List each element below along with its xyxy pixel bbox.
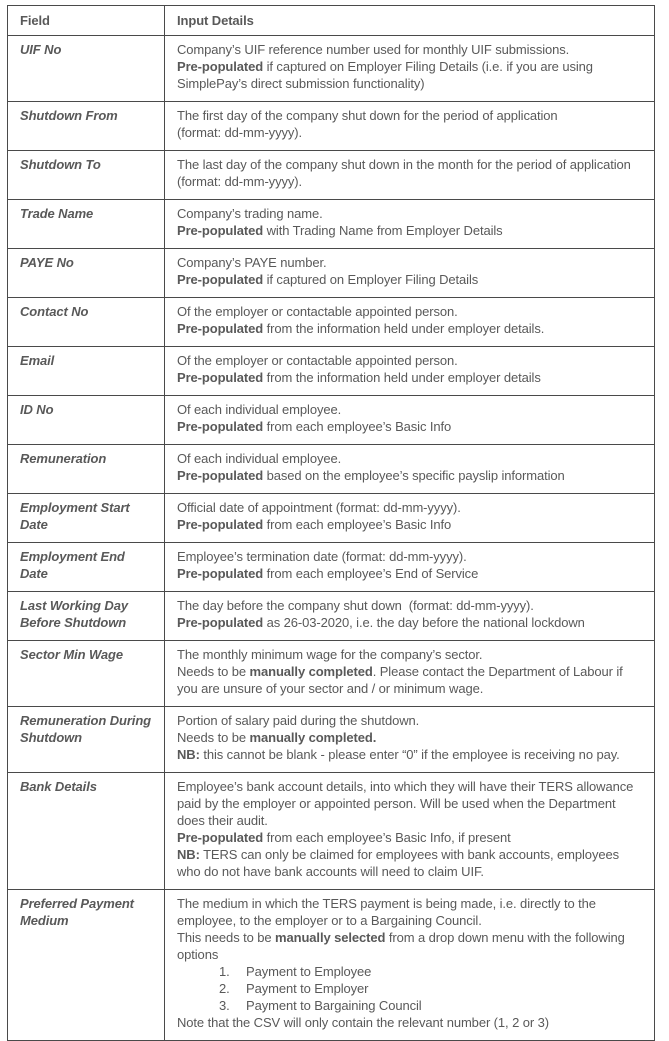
details-cell bbox=[165, 298, 655, 347]
details-cell bbox=[165, 36, 655, 102]
text-segment: The last day of the company shut down in the month for the period of application bbox=[177, 157, 631, 172]
list-number: 2. bbox=[219, 981, 230, 996]
bold-text: NB: bbox=[177, 847, 200, 862]
field-name: Shutdown From bbox=[8, 102, 165, 151]
text-segment: from each employee’s Basic Info bbox=[263, 517, 452, 532]
text-segment: if captured on Employer Filing Details bbox=[263, 272, 479, 287]
table-row bbox=[8, 396, 655, 445]
details-cell bbox=[165, 543, 655, 592]
detail-line bbox=[177, 646, 644, 663]
text-segment: from a drop down menu with the following options bbox=[177, 930, 629, 962]
text-segment: . Please contact the Department of Labour if you are unsure of your sector and / or minimum wage. bbox=[177, 664, 627, 696]
bold-text: Pre-populated bbox=[177, 517, 264, 532]
text-segment: The day before the company shut down (format: dd-mm-yyyy). bbox=[177, 598, 534, 613]
text-segment: Needs to be bbox=[177, 730, 250, 745]
detail-line bbox=[177, 663, 644, 697]
field-input-table bbox=[7, 5, 655, 1041]
details-cell bbox=[165, 592, 655, 641]
text-segment: Of the employer or contactable appointed person. bbox=[177, 353, 458, 368]
text-segment: Needs to be bbox=[177, 664, 250, 679]
list-number: 3. bbox=[219, 998, 230, 1013]
text-segment: TERS can only be claimed for employees with bank accounts, employees who do not have bank accounts will need to claim UIF. bbox=[177, 847, 623, 879]
text-segment: Of the employer or contactable appointed person. bbox=[177, 304, 458, 319]
text-segment: (format: dd-mm-yyyy). bbox=[177, 174, 303, 189]
text-segment: from the information held under employer details. bbox=[263, 321, 545, 336]
text-segment: Company’s trading name. bbox=[177, 206, 323, 221]
detail-line bbox=[177, 467, 644, 484]
detail-line bbox=[177, 929, 644, 963]
field-name: Email bbox=[8, 347, 165, 396]
table-row bbox=[8, 641, 655, 707]
table-row bbox=[8, 36, 655, 102]
text-segment: as 26-03-2020, i.e. the day before the national lockdown bbox=[263, 615, 585, 630]
text-segment: (format: dd-mm-yyyy). bbox=[177, 125, 303, 140]
bold-text: Pre-populated bbox=[177, 468, 264, 483]
table-row bbox=[8, 347, 655, 396]
detail-line bbox=[177, 778, 644, 829]
text-segment: from each employee’s Basic Info, if present bbox=[263, 830, 511, 845]
table-row bbox=[8, 592, 655, 641]
table-row bbox=[8, 543, 655, 592]
detail-line bbox=[177, 499, 644, 516]
bold-text: Pre-populated bbox=[177, 59, 264, 74]
field-name: Contact No bbox=[8, 298, 165, 347]
detail-line bbox=[177, 369, 644, 386]
detail-line bbox=[177, 597, 644, 614]
table-row bbox=[8, 890, 655, 1041]
text-segment: Company’s UIF reference number used for monthly UIF submissions. bbox=[177, 42, 570, 57]
text-segment: The first day of the company shut down for the period of application bbox=[177, 108, 558, 123]
table-row bbox=[8, 494, 655, 543]
text-segment: Note that the CSV will only contain the relevant number (1, 2 or 3) bbox=[177, 1015, 549, 1030]
list-item bbox=[177, 963, 644, 980]
detail-line bbox=[177, 205, 644, 222]
text-segment: from the information held under employer details bbox=[263, 370, 541, 385]
detail-line bbox=[177, 320, 644, 337]
field-name: Remuneration During Shutdown bbox=[8, 707, 165, 773]
detail-line bbox=[177, 124, 644, 141]
detail-line bbox=[177, 418, 644, 435]
field-name: Sector Min Wage bbox=[8, 641, 165, 707]
field-name: Trade Name bbox=[8, 200, 165, 249]
text-segment: This needs to be bbox=[177, 930, 276, 945]
detail-line bbox=[177, 614, 644, 631]
text-segment: The medium in which the TERS payment is being made, i.e. directly to the employee, to the employer or to a Bargaining Council. bbox=[177, 896, 600, 928]
table-row bbox=[8, 707, 655, 773]
text-segment: from each employee’s End of Service bbox=[263, 566, 479, 581]
detail-line bbox=[177, 548, 644, 565]
table-row bbox=[8, 773, 655, 890]
field-name: PAYE No bbox=[8, 249, 165, 298]
header-cell-field: Field bbox=[8, 6, 165, 36]
field-name: Preferred Payment Medium bbox=[8, 890, 165, 1041]
bold-text: Pre-populated bbox=[177, 419, 264, 434]
details-cell bbox=[165, 773, 655, 890]
detail-line bbox=[177, 450, 644, 467]
table-row bbox=[8, 151, 655, 200]
bold-text: Pre-populated bbox=[177, 321, 264, 336]
details-cell bbox=[165, 641, 655, 707]
text-segment: Payment to Bargaining Council bbox=[246, 998, 422, 1013]
table-row bbox=[8, 298, 655, 347]
bold-text: Pre-populated bbox=[177, 566, 264, 581]
bold-text: manually completed bbox=[249, 664, 373, 679]
header-row bbox=[8, 6, 655, 36]
detail-line bbox=[177, 746, 644, 763]
bold-text: manually selected bbox=[275, 930, 386, 945]
details-cell bbox=[165, 445, 655, 494]
text-segment: from each employee’s Basic Info bbox=[263, 419, 452, 434]
header-cell-details: Input Details bbox=[165, 6, 655, 36]
field-name: Last Working Day Before Shutdown bbox=[8, 592, 165, 641]
text-segment: The monthly minimum wage for the company’s sector. bbox=[177, 647, 483, 662]
details-cell bbox=[165, 347, 655, 396]
table-row bbox=[8, 200, 655, 249]
list-item bbox=[177, 997, 644, 1014]
text-segment: this cannot be blank - please enter “0” if the employee is receiving no pay. bbox=[199, 747, 620, 762]
text-segment: Company’s PAYE number. bbox=[177, 255, 327, 270]
bold-text: NB: bbox=[177, 747, 200, 762]
detail-line bbox=[177, 58, 644, 92]
detail-line bbox=[177, 271, 644, 288]
detail-line bbox=[177, 352, 644, 369]
text-segment: Portion of salary paid during the shutdown. bbox=[177, 713, 420, 728]
text-segment: Employee’s bank account details, into which they will have their TERS allowance paid by the employer or appointed person. Will be used when the Department does their audit. bbox=[177, 779, 637, 828]
detail-line bbox=[177, 895, 644, 929]
text-segment: Payment to Employer bbox=[246, 981, 369, 996]
field-name: Remuneration bbox=[8, 445, 165, 494]
detail-line bbox=[177, 516, 644, 533]
text-segment: Of each individual employee. bbox=[177, 402, 342, 417]
detail-line bbox=[177, 829, 644, 846]
text-segment: with Trading Name from Employer Details bbox=[263, 223, 503, 238]
field-name: Employment Start Date bbox=[8, 494, 165, 543]
bold-text: Pre-populated bbox=[177, 370, 264, 385]
details-cell bbox=[165, 151, 655, 200]
list-number: 1. bbox=[219, 964, 230, 979]
text-segment: Of each individual employee. bbox=[177, 451, 342, 466]
text-segment: Employee’s termination date (format: dd-mm-yyyy). bbox=[177, 549, 467, 564]
detail-line bbox=[177, 565, 644, 582]
detail-line bbox=[177, 107, 644, 124]
detail-line bbox=[177, 173, 644, 190]
text-segment: Official date of appointment (format: dd-mm-yyyy). bbox=[177, 500, 461, 515]
text-segment: based on the employee’s specific payslip information bbox=[263, 468, 565, 483]
field-name: ID No bbox=[8, 396, 165, 445]
bold-text: Pre-populated bbox=[177, 615, 264, 630]
bold-text: manually completed. bbox=[249, 730, 377, 745]
details-cell bbox=[165, 200, 655, 249]
details-cell bbox=[165, 707, 655, 773]
text-segment: Payment to Employee bbox=[246, 964, 372, 979]
detail-line bbox=[177, 41, 644, 58]
detail-line bbox=[177, 712, 644, 729]
bold-text: Pre-populated bbox=[177, 223, 264, 238]
details-cell bbox=[165, 102, 655, 151]
field-name: Employment End Date bbox=[8, 543, 165, 592]
field-name: Shutdown To bbox=[8, 151, 165, 200]
detail-line bbox=[177, 222, 644, 239]
detail-line bbox=[177, 401, 644, 418]
bold-text: Pre-populated bbox=[177, 272, 264, 287]
detail-line bbox=[177, 254, 644, 271]
list-item bbox=[177, 980, 644, 997]
details-cell bbox=[165, 494, 655, 543]
text-segment: if captured on Employer Filing Details (i.e. if you are using SimplePay’s direct submission functionality) bbox=[177, 59, 597, 91]
table-row bbox=[8, 102, 655, 151]
details-cell bbox=[165, 890, 655, 1041]
detail-line bbox=[177, 303, 644, 320]
table-row bbox=[8, 445, 655, 494]
details-cell bbox=[165, 396, 655, 445]
detail-line bbox=[177, 156, 644, 173]
bold-text: Pre-populated bbox=[177, 830, 264, 845]
table-row bbox=[8, 249, 655, 298]
field-name: Bank Details bbox=[8, 773, 165, 890]
field-name: UIF No bbox=[8, 36, 165, 102]
detail-line bbox=[177, 729, 644, 746]
detail-line bbox=[177, 1014, 644, 1031]
detail-line bbox=[177, 846, 644, 880]
details-cell bbox=[165, 249, 655, 298]
